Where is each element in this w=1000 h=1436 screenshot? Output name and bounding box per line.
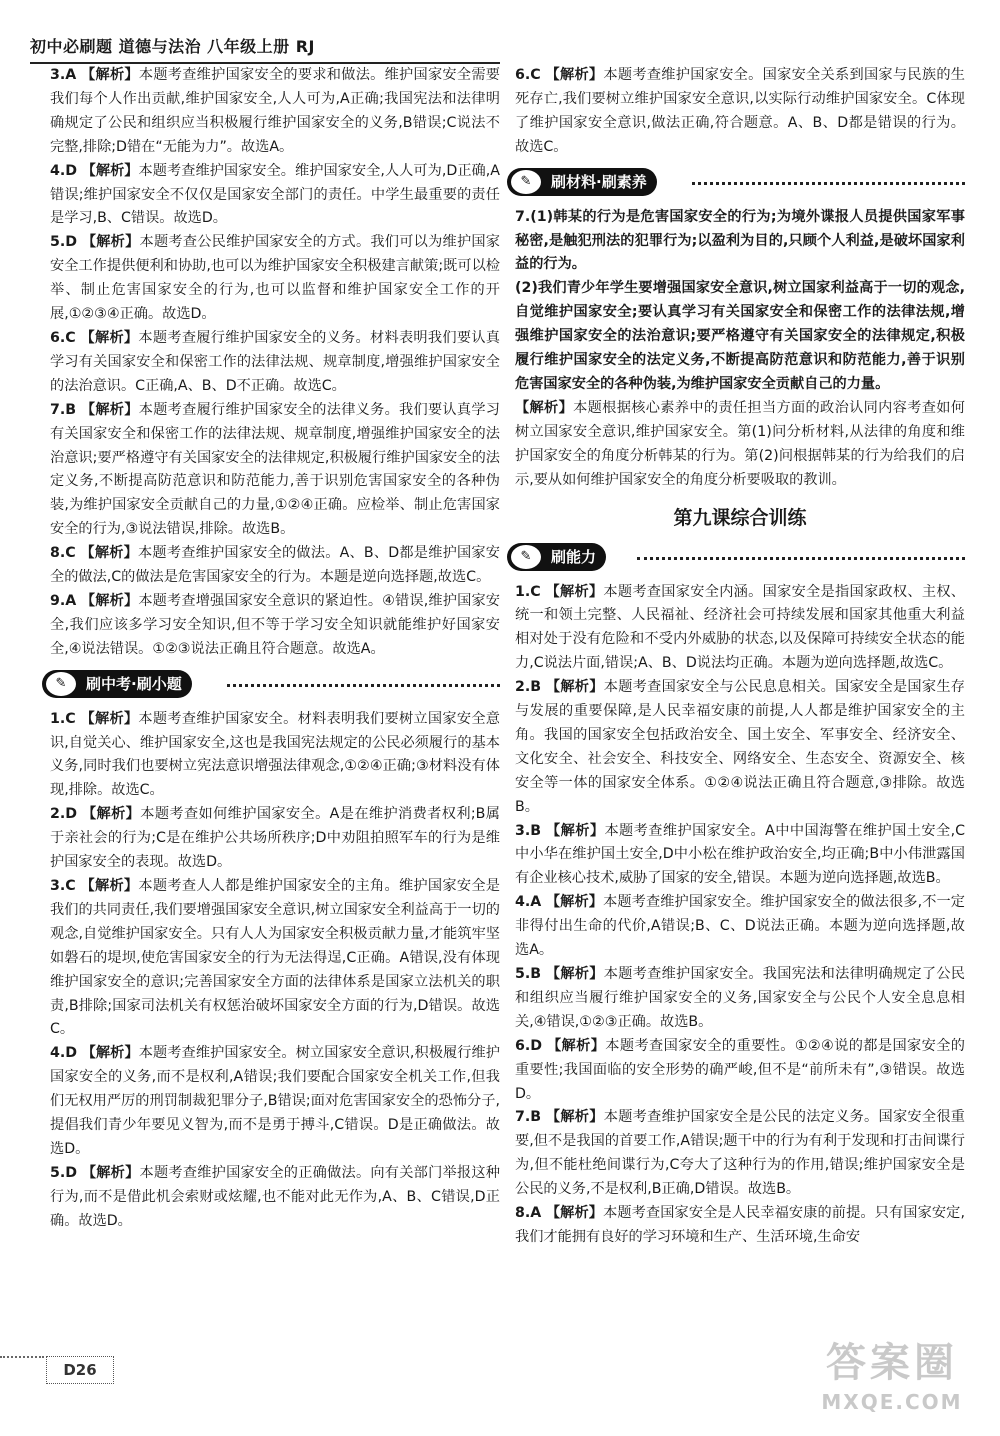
section-badge xyxy=(507,168,657,196)
answer-number: 3.C xyxy=(50,878,76,894)
analysis-tag: 【解析】 xyxy=(545,1109,604,1126)
analysis-text: 本题考查如何维护国家安全。A是在维护消费者权利;B属于亲社会的行为;C是在维护公共场所秩序;D中劝阻拍照军车的行为是维护国家安全的表现。故选D。 xyxy=(50,806,500,871)
analysis-text: 本题根据核心素养中的责任担当方面的政治认同内容考查如何树立国家安全意识,维护国家安全。第(1)问分析材料,从法律的角度和维护国家安全的角度分析韩某的行为。第(2)问根据韩某的行为给我们的启示,要从如何维护国家安全的角度分析要吸取的教训。 xyxy=(515,399,965,488)
answer-number: 8.A xyxy=(515,1205,542,1222)
answer-item xyxy=(50,590,500,662)
analysis-tag: 【解析】 xyxy=(80,710,139,727)
analysis-text: 本题考查国家安全的重要性。①②④说的都是国家安全的重要性;我国面临的安全形势的确严峻,但不是“前所未有”,③错误。故选D。 xyxy=(515,1037,965,1102)
analysis-text: 本题考查增强国家安全意识的紧迫性。④错误,维护国家安全,我们应该多学习安全知识,但不等于学习安全知识就能维护好国家安全,④说法错误。①②③说法正确且符合题意。故选A。 xyxy=(50,592,500,657)
answer-number: 2.D xyxy=(50,806,78,823)
answer-item xyxy=(515,1106,965,1202)
analysis-tag: 【解析】 xyxy=(546,822,605,839)
answer-number: 4.A xyxy=(515,894,542,911)
watermark-top: 答案圈 xyxy=(826,1340,958,1386)
section-header-nengli xyxy=(507,541,965,575)
answer-number: 8.C xyxy=(50,545,76,562)
section-badge xyxy=(507,543,606,571)
analysis-text: 本题考查维护国家安全的要求和做法。维护国家安全需要我们每个人作出贡献,维护国家安全,人人可为,A正确;我国宪法和法律明确规定了公民和组织应当积极履行维护国家安全的义务,B错误;C说法不完整,排除;D错在“无能为力”。故选A。 xyxy=(50,67,500,155)
section-header-zhongkao xyxy=(42,668,500,702)
answer-number: 2.B xyxy=(515,679,542,696)
analysis-text: 本题考查维护国家安全的正确做法。向有关部门举报这种行为,而不是借此机会索财或炫耀,也不能对此无作为,A、B、C错误,D正确。故选D。 xyxy=(50,1164,500,1229)
analysis-text: 本题考查履行维护国家安全的义务。材料表明我们要认真学习有关国家安全和保密工作的法律法规、规章制度,增强维护国家安全的法治意识。C正确,A、B、D不正确。故选C。 xyxy=(50,329,500,394)
answer-list-zhongkao xyxy=(50,708,500,1234)
analysis-tag: 【解析】 xyxy=(81,1164,140,1181)
answer-number: 6.C xyxy=(515,67,541,83)
analysis-text: 本题考查公民维护国家安全的方式。我们可以为维护国家安全工作提供便利和协助,也可以为维护国家安全积极建言献策;既可以检举、制止危害国家安全的行为,也可以监督和维护国家安全工作的开展,①②③④正确。故选D。 xyxy=(50,234,500,323)
answer-number: 1.C xyxy=(50,710,76,727)
section-label: 刷材料·刷素养 xyxy=(551,172,647,191)
page-number: D26 xyxy=(46,1356,114,1384)
answer-item xyxy=(50,399,500,542)
answer-item xyxy=(515,581,965,677)
answer-number: 4.D xyxy=(50,1045,78,1062)
analysis-text: 本题考查维护国家安全。我国宪法和法律明确规定了公民和组织应当履行维护国家安全的义务,国家安全与公民个人安全息息相关,④错误,①②③正确。故选B。 xyxy=(515,966,965,1030)
analysis-tag: 【解析】 xyxy=(546,1037,606,1054)
answer-item xyxy=(515,1035,965,1107)
analysis-text: 本题考查国家安全是人民幸福安康的前提。只有国家安定,我们才能拥有良好的学习环境和生产、生活环境,生命安 xyxy=(515,1205,965,1245)
analysis-tag: 【解析】 xyxy=(515,399,574,416)
answer-number: 7.B xyxy=(50,401,77,418)
section-label: 刷中考·刷小题 xyxy=(86,674,182,693)
answer-number: 5.D xyxy=(50,1164,78,1181)
analysis-text: 本题考查维护国家安全。材料表明我们要树立国家安全意识,自觉关心、维护国家安全,这也是我国宪法规定的公民必须履行的基本义务,同时我们也要树立宪法意识增强法律观念,①②④正确;③材料没有体现,排除。故选C。 xyxy=(50,710,500,799)
analysis-text: 本题考查维护国家安全。维护国家安全,人人可为,D正确,A错误;维护国家安全不仅仅是国家安全部门的责任。中学生最重要的责任是学习,B、C错误。故选D。 xyxy=(50,162,500,227)
section-badge xyxy=(42,670,192,698)
analysis-tag: 【解析】 xyxy=(545,1205,604,1222)
analysis-tag: 【解析】 xyxy=(81,1045,139,1062)
answer-part-1: (1)韩某的行为是危害国家安全的行为;为境外谍报人员提供国家军事秘密,是触犯刑法的犯罪行为;以盈利为目的,只顾个人利益,是破坏国家利益的行为。 xyxy=(515,208,965,273)
analysis-tag: 【解析】 xyxy=(81,806,141,823)
answer-part-2: (2)我们青少年学生要增强国家安全意识,树立国家利益高于一切的观念,自觉维护国家安全;要认真学习有关国家安全和保密工作的法律法规,增强维护国家安全的法治意识;要严格遵守有关国家安全的法律规定,积极履行维护国家安全的法定义务,不断提高防范意识和防范能力,善于识别危害国家安全的各种伪装,为维护国家安全贡献自己的力量。 xyxy=(515,280,965,392)
answer-item xyxy=(50,64,500,160)
answer-item xyxy=(515,820,965,892)
pencil-hand-icon: ✎ xyxy=(511,170,541,194)
analysis-tag: 【解析】 xyxy=(80,878,139,894)
analysis-tag: 【解析】 xyxy=(80,329,139,346)
answer-item xyxy=(50,803,500,875)
answer-list-nengli xyxy=(515,581,965,1250)
analysis-tag: 【解析】 xyxy=(81,162,139,179)
dotted-divider xyxy=(227,684,500,687)
lesson-title: 第九课综合训练 xyxy=(673,506,807,529)
analysis-text: 本题考查人人都是维护国家安全的主角。维护国家安全是我们的共同责任,我们要增强国家安全意识,树立国家安全利益高于一切的观念,自觉维护国家安全。只有人人为国家安全积极贡献力量,才能筑牢坚如磐石的堤坝,使危害国家安全的行为无法得逞,C正确。A错误,没有体现维护国家安全的意识;完善国家安全方面的法律体系是国家立法机关的职责,B排除;国家司法机关有权惩治破坏国家安全方面的行为,D错误。故选C。 xyxy=(50,878,500,1038)
answer-number: 6.C xyxy=(50,329,76,346)
answer-item xyxy=(50,875,500,1042)
analysis-text: 本题考查维护国家安全的做法。A、B、D都是维护国家安全的做法,C的做法是危害国家安全的行为。本题是逆向选择题,故选C。 xyxy=(50,545,500,586)
answer-item xyxy=(515,64,965,160)
running-header xyxy=(30,34,500,64)
answer-number: 4.D xyxy=(50,162,78,179)
answer-item xyxy=(50,1162,500,1234)
material-answer-7 xyxy=(515,206,965,278)
answer-number: 5.B xyxy=(515,966,542,982)
footer-dotted-line xyxy=(0,1356,44,1358)
analysis-text: 本题考查国家安全与公民息息相关。国家安全是国家生存与发展的重要保障,是人民幸福安康的前提,人人都是维护国家安全的主角。我国的国家安全包括政治安全、国土安全、军事安全、经济安全、文化安全、社会安全、科技安全、网络安全、生态安全、资源安全、核安全等一体的国家安全体系。①②④说法正确且符合题意,③排除。故选B。 xyxy=(515,679,965,815)
left-column xyxy=(50,64,500,1234)
answer-number: 5.D xyxy=(50,234,78,251)
watermark-bottom: MXQE.COM xyxy=(821,1390,963,1414)
answer-list-section-1 xyxy=(50,64,500,662)
analysis-text: 本题考查维护国家安全。维护国家安全的做法很多,不一定非得付出生命的代价,A错误;B、C、D说法正确。本题为逆向选择题,故选A。 xyxy=(515,894,965,959)
analysis-text: 本题考查维护国家安全。国家安全关系到国家与民族的生死存亡,我们要树立维护国家安全意识,以实际行动维护国家安全。C体现了维护国家安全意识,做法正确,符合题意。A、B、D都是错误的行为。故选C。 xyxy=(515,67,965,155)
analysis-tag: 【解析】 xyxy=(545,966,604,982)
answer-number: 7.B xyxy=(515,1109,542,1126)
answer-item xyxy=(515,676,965,819)
analysis-text: 本题考查维护国家安全。树立国家安全意识,积极履行维护国家安全的义务,而不是权利,A错误;我们要配合国家安全机关工作,但我们无权用严厉的刑罚制裁犯罪分子,B错误;面对危害国家安全的恐怖分子,提倡我们青少年要见义智为,而不是勇于搏斗,C错误。D是正确做法。故选D。 xyxy=(50,1045,500,1157)
dotted-divider xyxy=(637,557,965,560)
answer-item xyxy=(50,160,500,232)
analysis-tag: 【解析】 xyxy=(80,592,139,609)
answer-number: 9.A xyxy=(50,592,77,609)
answer-number: 1.C xyxy=(515,583,541,600)
analysis-tag: 【解析】 xyxy=(80,401,139,418)
pencil-hand-icon: ✎ xyxy=(46,672,76,696)
answer-item xyxy=(50,231,500,327)
analysis-tag: 【解析】 xyxy=(80,545,139,562)
material-analysis xyxy=(515,397,965,493)
analysis-tag: 【解析】 xyxy=(545,583,604,600)
analysis-text: 本题考查维护国家安全是公民的法定义务。国家安全很重要,但不是我国的首要工作,A错误;题干中的行为有利于发现和打击间谍行为,但不能杜绝间谍行为,C夸大了这种行为的作用,错误;维护国家安全是公民的义务,不是权利,B正确,D错误。故选B。 xyxy=(515,1109,965,1198)
analysis-tag: 【解析】 xyxy=(545,67,604,83)
dotted-divider xyxy=(692,182,965,185)
answer-list-section-2 xyxy=(515,64,965,160)
answer-item xyxy=(515,891,965,963)
analysis-tag: 【解析】 xyxy=(81,234,140,251)
analysis-text: 本题考查国家安全内涵。国家安全是指国家政权、主权、统一和领土完整、人民福祉、经济社会可持续发展和国家其他重大利益相对处于没有危险和不受内外威胁的状态,以及保障可持续安全状态的能力,C说法片面,错误;A、B、D说法均正确。本题为逆向选择题,故选C。 xyxy=(515,583,965,672)
section-header-cailiao xyxy=(507,166,965,200)
answer-number: 3.A xyxy=(50,67,77,83)
pencil-hand-icon: ✎ xyxy=(511,545,541,569)
analysis-tag: 【解析】 xyxy=(81,67,139,83)
answer-item xyxy=(50,1042,500,1162)
answer-item xyxy=(50,542,500,590)
analysis-text: 本题考查维护国家安全。A中中国海警在维护国土安全,C中小华在维护国土安全,D中小松在维护政治安全,均正确;B中小伟泄露国有企业核心技术,威胁了国家的安全,错误。本题为逆向选择题,故选B。 xyxy=(515,822,965,887)
answer-item xyxy=(50,327,500,399)
running-header-title: 初中必刷题 道德与法治 八年级上册 RJ xyxy=(30,37,315,56)
analysis-tag: 【解析】 xyxy=(545,679,604,696)
section-label: 刷能力 xyxy=(551,547,597,566)
answer-item xyxy=(515,963,965,1035)
answer-item xyxy=(50,708,500,804)
answer-number: 3.B xyxy=(515,822,542,839)
answer-item xyxy=(515,1202,965,1250)
analysis-tag: 【解析】 xyxy=(545,894,604,911)
right-column xyxy=(515,64,965,1250)
watermark-logo xyxy=(802,1338,982,1428)
question-number: 7. xyxy=(515,208,531,225)
analysis-text: 本题考查履行维护国家安全的法律义务。我们要认真学习有关国家安全和保密工作的法律法规、规章制度,增强维护国家安全的法治意识;要严格遵守有关国家安全的法律规定,积极履行维护国家安全的法定义务,不断提高防范意识和防范能力,善于识别危害国家安全的各种伪装,为维护国家安全贡献自己的力量,①②④正确。应检举、制止危害国家安全的行为,③说法错误,排除。故选B。 xyxy=(50,401,500,538)
answer-number: 6.D xyxy=(515,1037,543,1054)
